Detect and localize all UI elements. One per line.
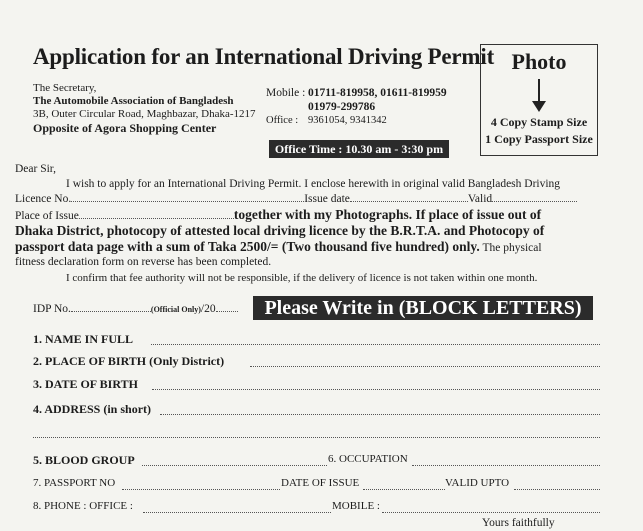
place-of-birth-input-line[interactable] [250, 366, 600, 367]
mobile-label: Mobile : [266, 87, 306, 99]
mobile-input-line[interactable] [382, 512, 600, 513]
idp-year: /20 [200, 303, 216, 315]
passport-fee-note: passport data page with a sum of Taka 2500/= (Two thousand five hundred) only. [15, 239, 480, 254]
name-label: 1. NAME IN FULL [33, 332, 134, 346]
date-of-issue-input-line[interactable] [363, 489, 445, 490]
blood-group-input-line[interactable] [142, 465, 327, 466]
dob-input-line[interactable] [152, 389, 600, 390]
dob-label: 3. DATE OF BIRTH [33, 377, 138, 391]
confirm-line: I confirm that fee authority will not be responsible, if the delivery of licence is not taken within one month. [66, 272, 538, 284]
place-of-issue-blank[interactable] [79, 210, 234, 219]
down-arrow-icon [531, 79, 547, 113]
contact-block [266, 86, 447, 128]
valid-upto-input-line[interactable] [514, 489, 600, 490]
mobile-numbers-1: 01711-819958, 01611-819959 [308, 87, 447, 99]
photo-label: Photo [511, 49, 567, 74]
office-label: Office : [266, 115, 299, 126]
office-time-badge: Office Time : 10.30 am - 3:30 pm [269, 140, 449, 158]
mobile-label-field: MOBILE : [332, 500, 380, 512]
idp-no-label: IDP No. [33, 303, 71, 315]
letter-line-1: I wish to apply for an International Driving Permit. I enclose herewith in original valid Bangladesh Driving [66, 178, 561, 190]
salutation: Dear Sir, [15, 163, 57, 175]
licence-line [15, 193, 577, 205]
phone-office-label: 8. PHONE : OFFICE : [33, 500, 133, 512]
blood-group-label: 5. BLOOD GROUP [33, 453, 135, 467]
official-only-note: (Official Only) [150, 305, 201, 314]
issue-date-label: Issue date [304, 193, 350, 205]
photographs-note: together with my Photographs. If place of issue out of [233, 207, 542, 222]
closing-text: Yours faithfully [482, 517, 555, 529]
address-input-line[interactable] [160, 414, 600, 415]
addressee-line: The Secretary, [33, 82, 97, 94]
passport-size-note: 1 Copy Passport Size [485, 132, 593, 146]
valid-blank[interactable] [492, 193, 577, 202]
date-of-issue-label: DATE OF ISSUE [281, 477, 360, 489]
passport-no-input-line[interactable] [122, 489, 280, 490]
idp-no-blank[interactable] [71, 303, 151, 312]
association-name: The Automobile Association of Bangladesh [33, 95, 234, 107]
occupation-label: 6. OCCUPATION [328, 453, 408, 465]
address-label: 4. ADDRESS (in short) [33, 402, 152, 416]
idp-row [33, 303, 238, 315]
place-of-issue-label: Place of Issue [15, 210, 79, 222]
association-address: 3B, Outer Circular Road, Maghbazar, Dhaka-1217 [33, 108, 256, 120]
valid-label: Valid [467, 193, 493, 205]
issue-date-blank[interactable] [350, 193, 468, 202]
physical-note: The physical [482, 242, 542, 254]
place-line [15, 207, 541, 223]
licence-no-blank[interactable] [71, 193, 304, 202]
licence-no-label: Licence No. [15, 193, 72, 205]
phone-office-input-line[interactable] [143, 512, 331, 513]
fitness-line: fitness declaration form on reverse has been completed. [15, 256, 272, 268]
office-numbers: 9361054, 9341342 [308, 115, 387, 126]
block-letters-banner: Please Write in (BLOCK LETTERS) [253, 296, 593, 320]
occupation-input-line[interactable] [412, 465, 600, 466]
passport-fee-line [15, 239, 542, 255]
name-input-line[interactable] [151, 344, 600, 345]
stamp-size-note: 4 Copy Stamp Size [490, 115, 588, 129]
mobile-numbers-2: 01979-299786 [308, 101, 376, 113]
idp-year-blank[interactable] [216, 303, 238, 312]
dhaka-note: Dhaka District, photocopy of attested local driving licence by the B.R.T.A. and Photocopy of [15, 223, 545, 238]
passport-no-label: 7. PASSPORT NO [33, 477, 116, 489]
place-of-birth-label: 2. PLACE OF BIRTH (Only District) [33, 354, 225, 368]
landmark-line: Opposite of Agora Shopping Center [33, 121, 217, 135]
photo-box [480, 44, 598, 156]
valid-upto-label: VALID UPTO [445, 477, 510, 489]
address-input-line-2[interactable] [33, 437, 600, 438]
form-title: Application for an International Driving Permit [33, 44, 495, 69]
